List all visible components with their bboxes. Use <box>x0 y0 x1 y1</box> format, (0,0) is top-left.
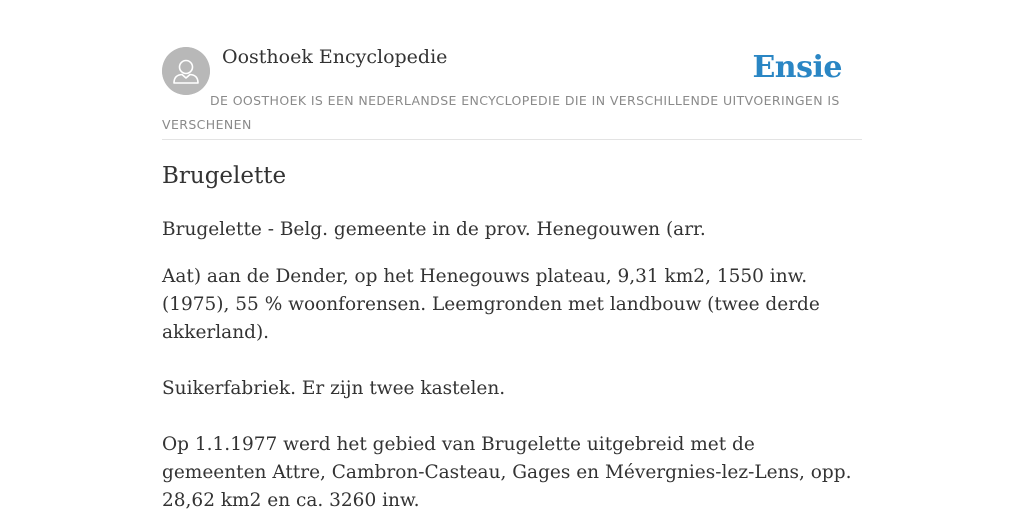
article-paragraph: Suikerfabriek. Er zijn twee kastelen. <box>162 378 506 399</box>
avatar[interactable] <box>162 47 210 95</box>
article-paragraph: Brugelette - Belg. gemeente in de prov. Henegouwen (arr. <box>162 219 706 240</box>
ensie-logo[interactable]: Ensie <box>752 50 842 85</box>
article-paragraph: Aat) aan de Dender, op het Henegouws plateau, 9,31 km2, 1550 inw. (1975), 55 % woonforensen. Leemgronden met landbouw (twee derde akkerland). <box>162 266 820 343</box>
article-paragraph: Op 1.1.1977 werd het gebied van Brugelette uitgebreid met de gemeenten Attre, Cambron-Casteau, Gages en Mévergnies-lez-Lens, opp. 28,62 km2 en ca. 3260 inw. <box>162 434 852 511</box>
article-body <box>162 216 862 515</box>
site-subtitle: DE OOSTHOEK IS EEN NEDERLANDSE ENCYCLOPEDIE DIE IN VERSCHILLENDE UITVOERINGEN IS VERSCHENEN <box>162 93 840 132</box>
user-icon <box>162 47 210 95</box>
article-title: Brugelette <box>162 163 287 189</box>
page-header <box>162 0 862 140</box>
page-container <box>162 0 862 511</box>
site-title[interactable]: Oosthoek Encyclopedie <box>222 46 448 68</box>
